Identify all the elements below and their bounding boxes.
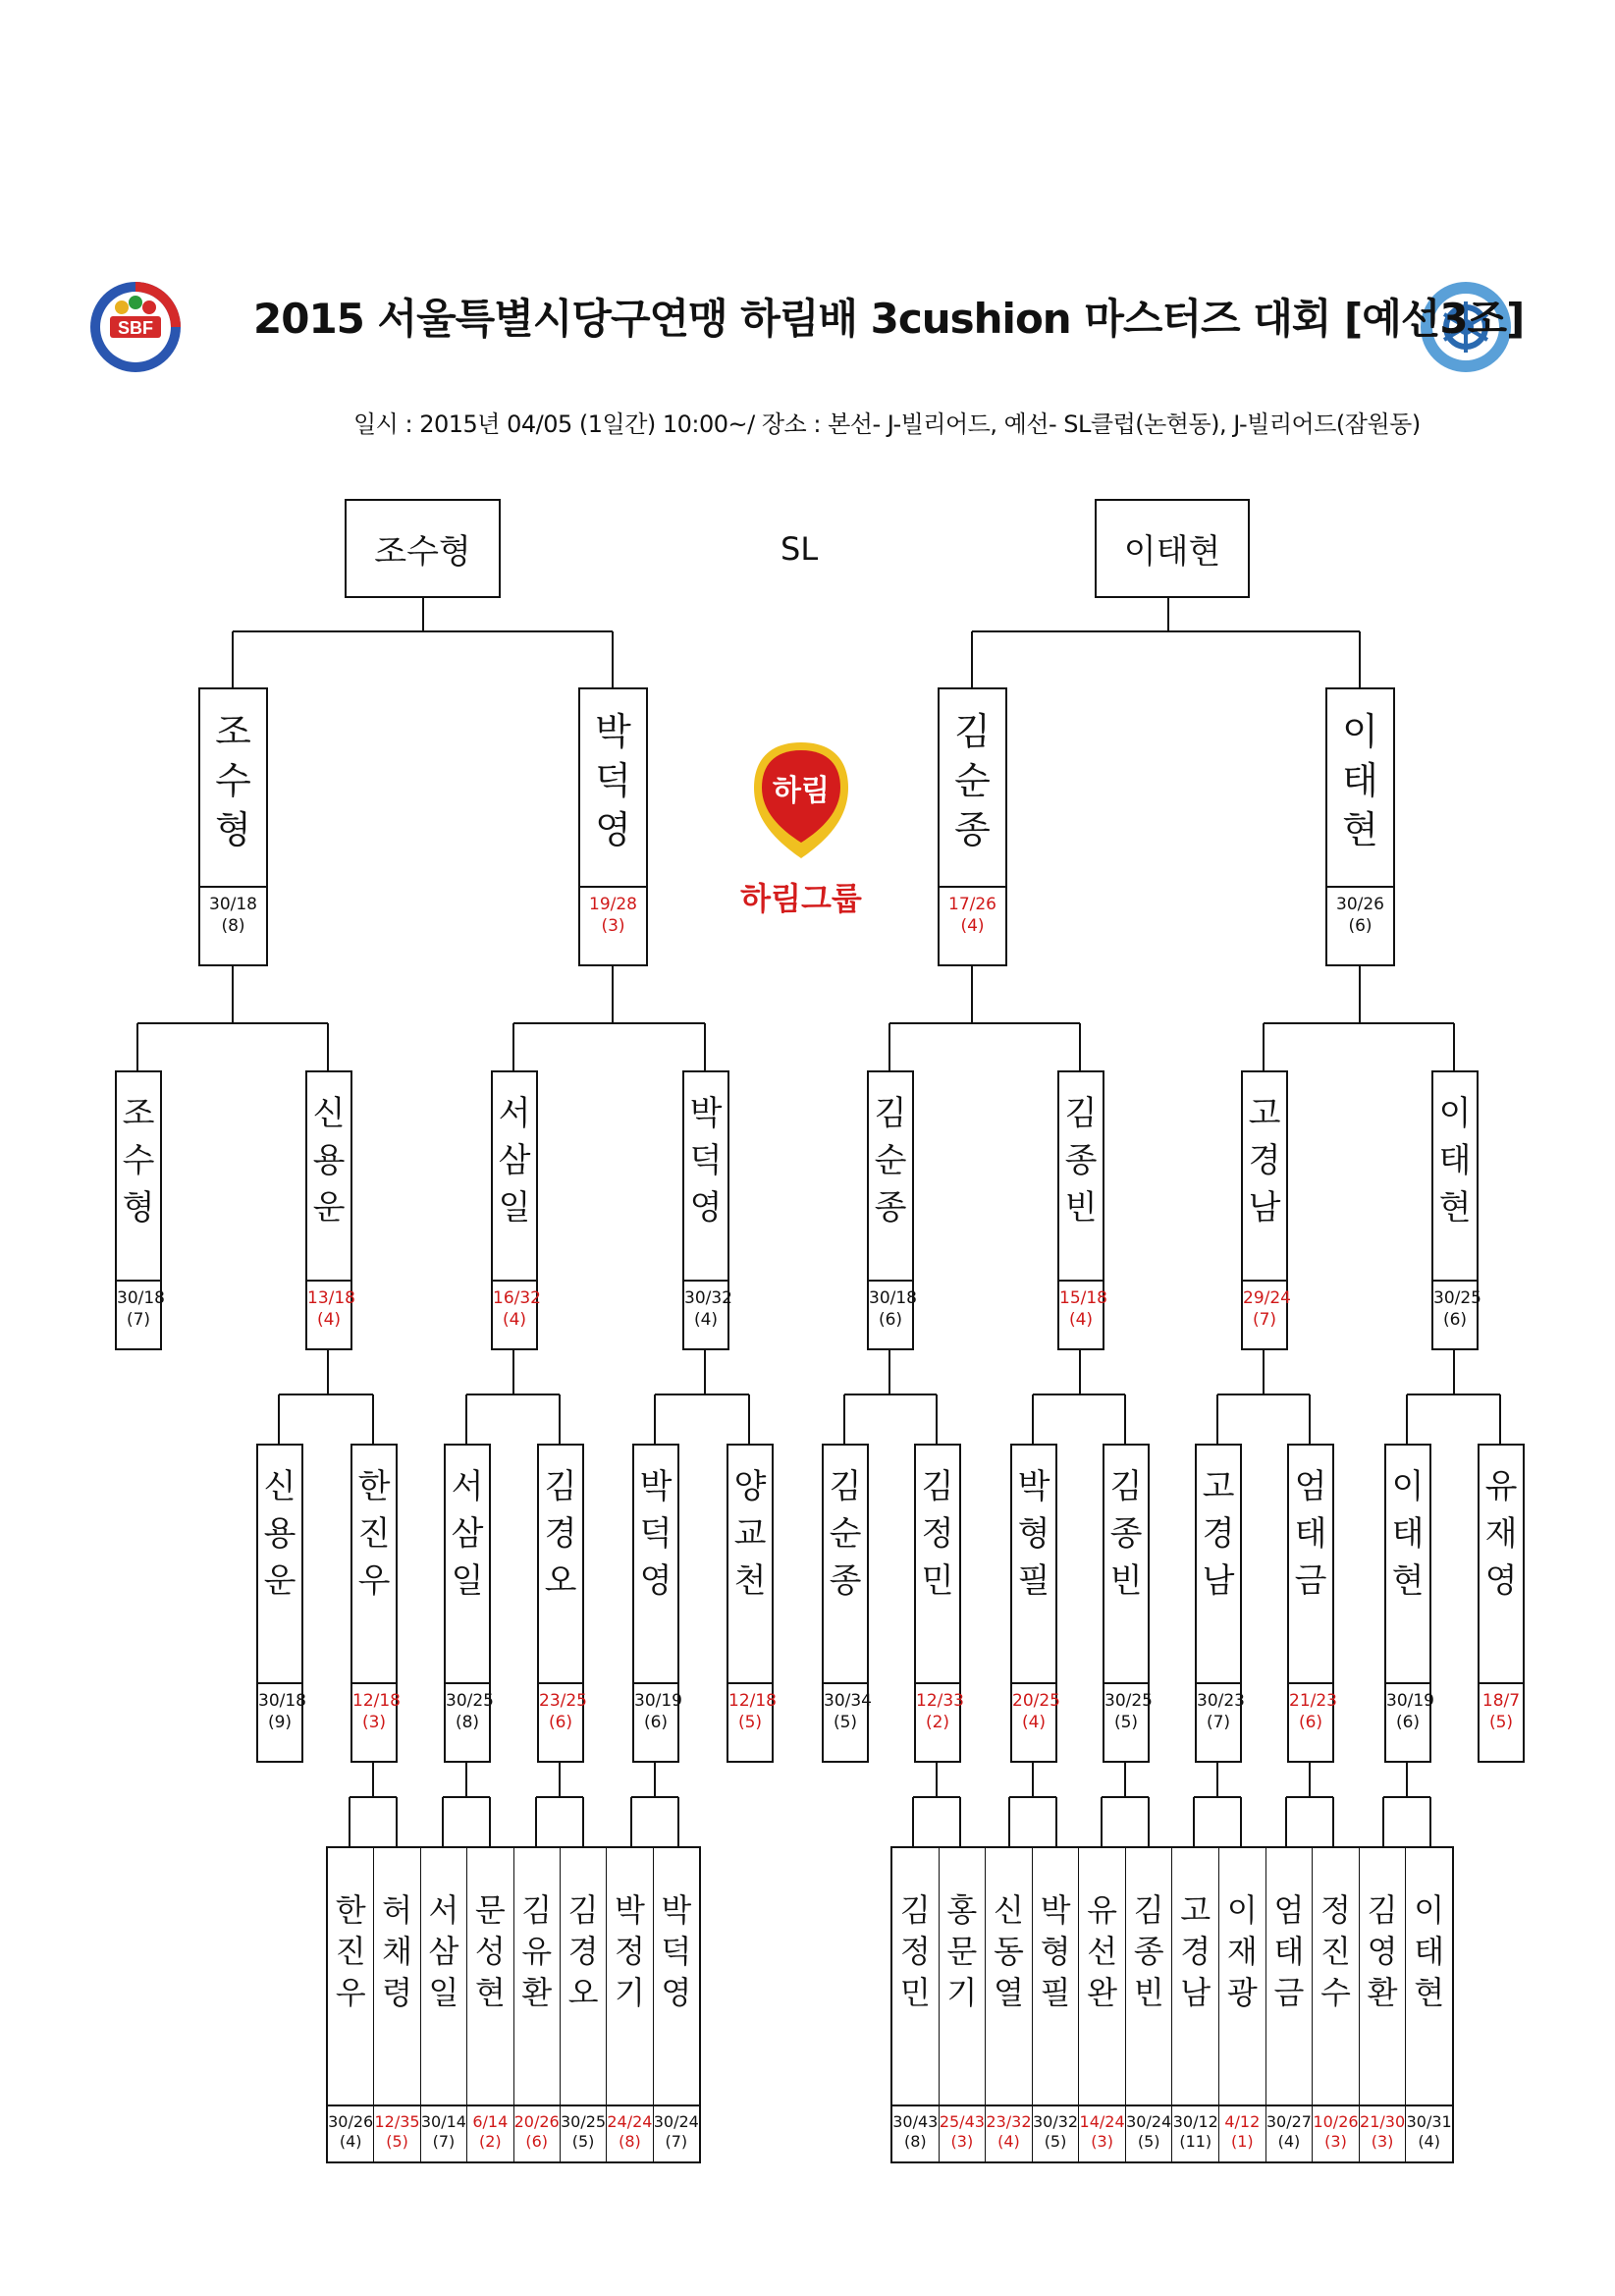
player-box xyxy=(305,1070,355,1350)
player-score xyxy=(493,1280,541,1348)
finalist-left: 조수형 xyxy=(345,499,501,598)
player-box xyxy=(1057,1070,1107,1350)
player-box xyxy=(682,1070,732,1350)
rank-value: (8) xyxy=(221,916,245,936)
player-box xyxy=(198,687,268,966)
player-score xyxy=(328,2105,373,2161)
player-score xyxy=(1480,1682,1523,1761)
score-value: 13/18 xyxy=(307,1288,355,1308)
player-score xyxy=(374,2105,419,2161)
player-score xyxy=(352,1682,401,1761)
rank-value: (5) xyxy=(833,1713,858,1732)
player-name: 김 순 종 xyxy=(874,1094,907,1228)
round-4-right-group xyxy=(890,1846,1454,2163)
sbf-logo-text: SBF xyxy=(118,318,153,338)
rank-value: (4) xyxy=(960,916,985,936)
score-value: 30/18 xyxy=(117,1288,165,1308)
player-box xyxy=(1431,1070,1479,1350)
player-score xyxy=(824,1682,872,1761)
rank-value: (5) xyxy=(1137,2132,1160,2151)
score-value: 30/32 xyxy=(684,1288,732,1308)
player-score xyxy=(1327,886,1393,964)
player-score xyxy=(634,1682,682,1761)
rank-value: (5) xyxy=(1044,2132,1067,2151)
player-box xyxy=(256,1444,306,1763)
player-name: 김 유 환 xyxy=(521,1891,553,2011)
player-name: 김 순 종 xyxy=(954,710,991,851)
player-score xyxy=(869,1280,917,1348)
rank-value: (5) xyxy=(386,2132,408,2151)
player-name: 박 덕 영 xyxy=(689,1094,723,1228)
player-name: 박 덕 영 xyxy=(661,1891,692,2011)
player-box xyxy=(938,687,1007,966)
player-score xyxy=(1406,2105,1452,2161)
player-name: 이 태 현 xyxy=(1391,1467,1425,1601)
player-score xyxy=(1219,2105,1265,2161)
score-value: 17/26 xyxy=(948,895,996,914)
score-value: 12/18 xyxy=(352,1691,401,1711)
rank-value: (7) xyxy=(1252,1310,1277,1330)
player-box xyxy=(115,1070,165,1350)
player-box xyxy=(986,1848,1033,2161)
player-box xyxy=(632,1444,682,1763)
score-value: 30/26 xyxy=(328,2112,374,2131)
harim-badge: 하림 xyxy=(773,774,830,808)
score-value: 29/24 xyxy=(1243,1288,1291,1308)
player-box xyxy=(491,1070,541,1350)
player-name: 김 종 빈 xyxy=(1064,1094,1098,1228)
score-value: 24/24 xyxy=(607,2112,653,2131)
rank-value: (1) xyxy=(1231,2132,1254,2151)
player-name: 허 채 령 xyxy=(382,1891,413,2011)
player-box xyxy=(1287,1444,1337,1763)
player-box xyxy=(1406,1848,1452,2161)
rank-value: (2) xyxy=(478,2132,502,2151)
player-box xyxy=(328,1848,374,2161)
player-score xyxy=(467,2105,512,2161)
player-score xyxy=(1433,1280,1481,1348)
rank-value: (8) xyxy=(619,2132,641,2151)
rank-value: (4) xyxy=(1021,1713,1047,1732)
player-score xyxy=(1313,2105,1359,2161)
score-value: 30/14 xyxy=(420,2112,466,2131)
rank-value: (4) xyxy=(339,2132,362,2151)
event-info: 일시 : 2015년 04/05 (1일간) 10:00~/ 장소 : 본선- J-빌리어드, 예선- SL클럽(논현동), J-빌리어드(잠원동) xyxy=(353,410,1421,438)
player-score xyxy=(1360,2105,1406,2161)
rank-value: (6) xyxy=(525,2132,549,2151)
rank-value: (3) xyxy=(1324,2132,1347,2151)
rank-value: (6) xyxy=(1348,916,1373,936)
score-value: 20/25 xyxy=(1012,1691,1060,1711)
player-box xyxy=(607,1848,653,2161)
player-score xyxy=(1079,2105,1125,2161)
player-name: 문 성 현 xyxy=(474,1891,506,2011)
score-value: 20/26 xyxy=(513,2112,560,2131)
rank-value: (4) xyxy=(1068,1310,1094,1330)
player-score xyxy=(1197,1682,1245,1761)
score-value: 21/23 xyxy=(1289,1691,1337,1711)
player-name: 엄 태 금 xyxy=(1273,1891,1305,2011)
score-value: 30/34 xyxy=(824,1691,872,1711)
player-name: 고 경 남 xyxy=(1180,1891,1211,2011)
player-name: 이 태 현 xyxy=(1342,710,1378,851)
player-score xyxy=(1104,1682,1153,1761)
rank-value: (3) xyxy=(1371,2132,1394,2151)
rank-value: (4) xyxy=(316,1310,342,1330)
score-value: 21/30 xyxy=(1360,2112,1406,2131)
score-value: 4/12 xyxy=(1224,2112,1261,2131)
score-value: 30/25 xyxy=(561,2112,607,2131)
player-name: 김 종 빈 xyxy=(1109,1467,1143,1601)
player-name: 박 덕 영 xyxy=(595,710,631,851)
player-name: 박 덕 영 xyxy=(639,1467,673,1601)
player-score xyxy=(940,2105,986,2161)
player-box xyxy=(1010,1444,1060,1763)
score-value: 6/14 xyxy=(472,2112,509,2131)
rank-value: (3) xyxy=(601,916,625,936)
round-4-left-group xyxy=(326,1846,701,2163)
player-name: 이 태 현 xyxy=(1438,1094,1472,1228)
rank-value: (5) xyxy=(1113,1713,1139,1732)
rank-value: (6) xyxy=(878,1310,903,1330)
player-score xyxy=(940,886,1005,964)
player-name: 박 형 필 xyxy=(1040,1891,1071,2011)
score-value: 30/43 xyxy=(892,2112,939,2131)
player-score xyxy=(684,1280,732,1348)
score-value: 12/35 xyxy=(374,2112,420,2131)
player-score xyxy=(307,1280,355,1348)
player-score xyxy=(1243,1280,1291,1348)
player-box xyxy=(1195,1444,1245,1763)
player-box xyxy=(914,1444,964,1763)
rank-value: (8) xyxy=(455,1713,480,1732)
player-score xyxy=(728,1682,777,1761)
player-score xyxy=(607,2105,652,2161)
player-score xyxy=(654,2105,699,2161)
player-box xyxy=(514,1848,561,2161)
player-score xyxy=(892,2105,939,2161)
player-name: 김 정 민 xyxy=(921,1467,954,1601)
player-name: 유 선 완 xyxy=(1087,1891,1118,2011)
player-name: 양 교 천 xyxy=(733,1467,767,1601)
player-box xyxy=(578,687,648,966)
player-score xyxy=(1386,1682,1434,1761)
score-value: 30/18 xyxy=(258,1691,306,1711)
rank-value: (11) xyxy=(1179,2132,1212,2151)
player-box xyxy=(1478,1444,1525,1763)
player-box xyxy=(867,1070,917,1350)
player-box xyxy=(421,1848,467,2161)
player-score xyxy=(258,1682,306,1761)
score-value: 25/43 xyxy=(939,2112,985,2131)
score-value: 23/25 xyxy=(539,1691,587,1711)
finalist-right: 이태현 xyxy=(1095,499,1250,598)
player-name: 박 형 필 xyxy=(1017,1467,1050,1601)
player-box xyxy=(537,1444,587,1763)
player-name: 이 태 현 xyxy=(1414,1891,1445,2011)
player-box xyxy=(1313,1848,1360,2161)
rank-value: (7) xyxy=(1206,1713,1231,1732)
player-name: 한 진 우 xyxy=(357,1467,391,1601)
player-name: 조 수 형 xyxy=(215,710,251,851)
score-value: 30/24 xyxy=(1126,2112,1172,2131)
score-value: 30/19 xyxy=(634,1691,682,1711)
player-score xyxy=(986,2105,1032,2161)
score-value: 30/19 xyxy=(1386,1691,1434,1711)
player-box xyxy=(940,1848,987,2161)
player-box xyxy=(1241,1070,1291,1350)
score-value: 30/32 xyxy=(1032,2112,1079,2131)
rank-value: (5) xyxy=(571,2132,595,2151)
page-title: 2015 서울특별시당구연맹 하림배 3cushion 마스터즈 대회 [예선3조] xyxy=(253,295,1525,343)
player-name: 서 삼 일 xyxy=(498,1094,531,1228)
score-value: 19/28 xyxy=(589,895,637,914)
player-box xyxy=(1219,1848,1266,2161)
player-box xyxy=(1384,1444,1434,1763)
score-value: 23/32 xyxy=(986,2112,1032,2131)
rank-value: (6) xyxy=(1395,1713,1421,1732)
rank-value: (7) xyxy=(126,1310,151,1330)
player-box xyxy=(892,1848,940,2161)
player-name: 신 용 운 xyxy=(312,1094,346,1228)
player-score xyxy=(539,1682,587,1761)
rank-value: (8) xyxy=(903,2132,927,2151)
player-name: 유 재 영 xyxy=(1484,1467,1518,1601)
player-name: 김 영 환 xyxy=(1367,1891,1398,2011)
rank-value: (6) xyxy=(548,1713,573,1732)
score-value: 30/31 xyxy=(1406,2112,1452,2131)
score-value: 18/7 xyxy=(1481,1691,1521,1711)
harim-caption: 하림그룹 xyxy=(740,880,862,917)
player-name: 엄 태 금 xyxy=(1294,1467,1327,1601)
player-score xyxy=(1012,1682,1060,1761)
player-score xyxy=(561,2105,606,2161)
player-name: 김 종 빈 xyxy=(1133,1891,1164,2011)
player-box xyxy=(350,1444,401,1763)
player-score xyxy=(1033,2105,1079,2161)
player-name: 한 진 우 xyxy=(335,1891,366,2011)
player-box xyxy=(1325,687,1395,966)
player-name: 이 재 광 xyxy=(1226,1891,1258,2011)
score-value: 10/26 xyxy=(1313,2112,1359,2131)
player-score xyxy=(421,2105,466,2161)
player-name: 김 경 오 xyxy=(567,1891,599,2011)
rank-value: (6) xyxy=(643,1713,669,1732)
score-value: 30/25 xyxy=(1104,1691,1153,1711)
player-score xyxy=(580,886,646,964)
rank-value: (2) xyxy=(925,1713,950,1732)
player-name: 김 경 오 xyxy=(544,1467,577,1601)
player-name: 서 삼 일 xyxy=(428,1891,459,2011)
player-box xyxy=(822,1444,872,1763)
player-box xyxy=(467,1848,513,2161)
player-score xyxy=(1126,2105,1172,2161)
rank-value: (7) xyxy=(432,2132,456,2151)
player-name: 조 수 형 xyxy=(122,1094,155,1228)
player-score xyxy=(200,886,266,964)
rank-value: (5) xyxy=(737,1713,763,1732)
player-name: 홍 문 기 xyxy=(946,1891,978,2011)
player-box xyxy=(374,1848,420,2161)
score-value: 14/24 xyxy=(1079,2112,1125,2131)
player-box xyxy=(1360,1848,1407,2161)
score-value: 30/26 xyxy=(1336,895,1384,914)
rank-value: (6) xyxy=(1442,1310,1468,1330)
player-score xyxy=(916,1682,964,1761)
player-score xyxy=(446,1682,494,1761)
score-value: 30/18 xyxy=(209,895,257,914)
player-box xyxy=(1033,1848,1080,2161)
rank-value: (4) xyxy=(693,1310,719,1330)
rank-value: (5) xyxy=(1488,1713,1514,1732)
player-score xyxy=(1266,2105,1313,2161)
player-box xyxy=(1103,1444,1153,1763)
player-name: 고 경 남 xyxy=(1202,1467,1235,1601)
player-score xyxy=(117,1280,165,1348)
player-box xyxy=(1079,1848,1126,2161)
player-score xyxy=(514,2105,560,2161)
rank-value: (7) xyxy=(665,2132,688,2151)
score-value: 15/18 xyxy=(1059,1288,1107,1308)
score-value: 30/24 xyxy=(653,2112,699,2131)
score-value: 30/25 xyxy=(1433,1288,1481,1308)
venue-label: SL xyxy=(781,530,819,568)
player-name: 박 정 기 xyxy=(614,1891,645,2011)
rank-value: (6) xyxy=(1298,1713,1323,1732)
score-value: 30/27 xyxy=(1265,2112,1312,2131)
rank-value: (3) xyxy=(361,1713,387,1732)
player-box xyxy=(1172,1848,1219,2161)
player-box xyxy=(444,1444,494,1763)
score-value: 30/18 xyxy=(869,1288,917,1308)
player-name: 김 순 종 xyxy=(829,1467,862,1601)
rank-value: (3) xyxy=(1091,2132,1113,2151)
player-name: 신 동 열 xyxy=(993,1891,1024,2011)
player-score xyxy=(1172,2105,1218,2161)
player-box xyxy=(1126,1848,1173,2161)
player-name: 신 용 운 xyxy=(263,1467,296,1601)
score-value: 30/25 xyxy=(446,1691,494,1711)
player-box xyxy=(727,1444,777,1763)
score-value: 12/33 xyxy=(916,1691,964,1711)
player-name: 정 진 수 xyxy=(1320,1891,1351,2011)
rank-value: (4) xyxy=(997,2132,1020,2151)
rank-value: (4) xyxy=(502,1310,527,1330)
player-name: 김 정 민 xyxy=(899,1891,931,2011)
rank-value: (9) xyxy=(267,1713,293,1732)
player-name: 고 경 남 xyxy=(1248,1094,1281,1228)
player-name: 서 삼 일 xyxy=(451,1467,484,1601)
score-value: 16/32 xyxy=(493,1288,541,1308)
player-box xyxy=(561,1848,607,2161)
player-box xyxy=(654,1848,699,2161)
score-value: 30/23 xyxy=(1197,1691,1245,1711)
score-value: 30/12 xyxy=(1172,2112,1218,2131)
player-box xyxy=(1266,1848,1314,2161)
score-value: 12/18 xyxy=(728,1691,777,1711)
rank-value: (4) xyxy=(1277,2132,1301,2151)
rank-value: (3) xyxy=(950,2132,974,2151)
player-score xyxy=(1289,1682,1337,1761)
rank-value: (4) xyxy=(1418,2132,1440,2151)
player-score xyxy=(1059,1280,1107,1348)
